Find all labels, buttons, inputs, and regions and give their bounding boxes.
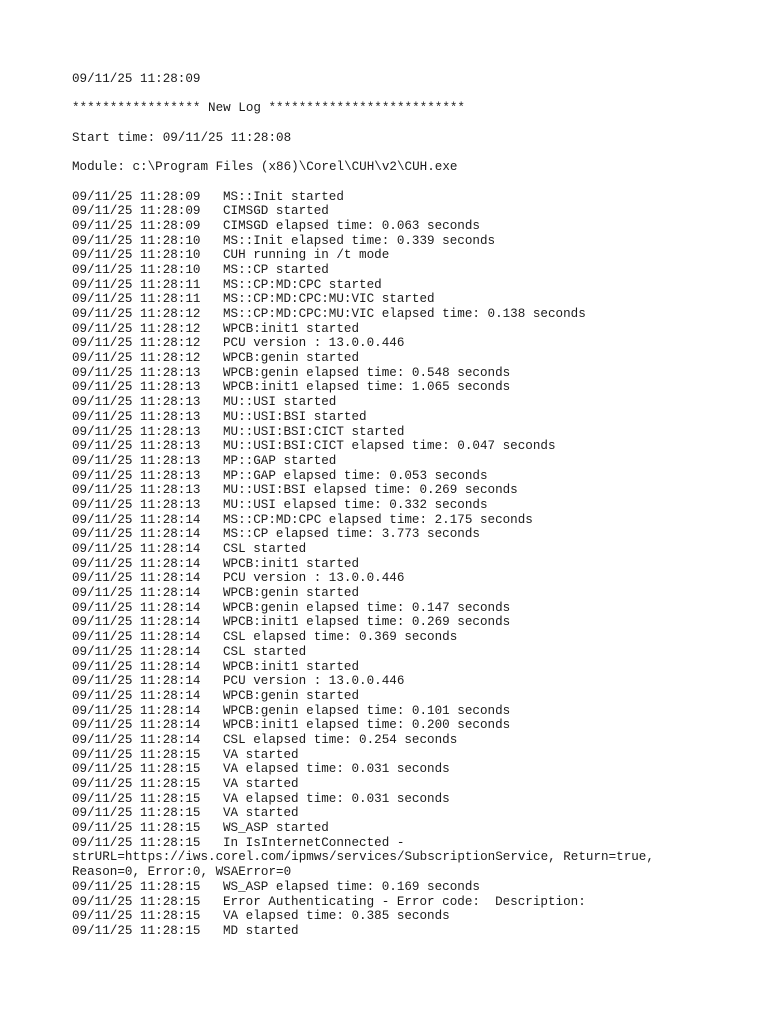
log-message: WPCB:init1 started [223,321,360,336]
log-message: WPCB:genin elapsed time: 0.101 seconds [223,703,511,718]
log-timestamp: 09/11/25 11:28:11 [72,292,201,307]
log-message: In IsInternetConnected - [223,835,405,850]
log-message: CSL started [223,644,307,659]
log-message: MU::USI:BSI:CICT started [223,424,405,439]
log-entry [72,748,712,763]
log-message: WPCB:init1 started [223,556,360,571]
log-entry [72,234,712,249]
log-timestamp: 09/11/25 11:28:14 [72,659,201,674]
log-entry [72,292,712,307]
log-entry [72,380,712,395]
log-timestamp: 09/11/25 11:28:14 [72,512,201,527]
log-entry [72,395,712,410]
log-message: MP::GAP elapsed time: 0.053 seconds [223,468,488,483]
log-entry [72,777,712,792]
log-timestamp: 09/11/25 11:28:14 [72,527,201,542]
log-entry [72,351,712,366]
log-message: MU::USI started [223,395,337,410]
log-timestamp: 09/11/25 11:28:13 [72,395,201,410]
log-timestamp: 09/11/25 11:28:15 [72,835,201,850]
log-message: WPCB:init1 elapsed time: 1.065 seconds [223,380,511,395]
log-timestamp: 09/11/25 11:28:15 [72,894,201,909]
log-message: MD started [223,923,299,938]
log-timestamp: 09/11/25 11:28:13 [72,409,201,424]
log-timestamp: 09/11/25 11:28:14 [72,586,201,601]
log-message: WS_ASP elapsed time: 0.169 seconds [223,879,480,894]
log-entry [72,806,712,821]
log-message: PCU version : 13.0.0.446 [223,336,405,351]
log-timestamp: 09/11/25 11:28:09 [72,189,201,204]
log-timestamp: 09/11/25 11:28:12 [72,321,201,336]
log-timestamp: 09/11/25 11:28:15 [72,821,201,836]
log-timestamp: 09/11/25 11:28:10 [72,233,201,248]
log-timestamp: 09/11/25 11:28:13 [72,424,201,439]
log-entry [72,527,712,542]
log-entry [72,909,712,924]
log-message: CSL elapsed time: 0.369 seconds [223,630,458,645]
log-message: VA elapsed time: 0.031 seconds [223,762,450,777]
log-entry [72,336,712,351]
log-entry [72,366,712,381]
log-entry [72,204,712,219]
log-timestamp: 09/11/25 11:28:15 [72,879,201,894]
log-timestamp: 09/11/25 11:28:09 [72,204,201,219]
log-entry [72,263,712,278]
log-timestamp: 09/11/25 11:28:14 [72,718,201,733]
log-entry [72,733,712,748]
log-message: MS::Init elapsed time: 0.339 seconds [223,233,496,248]
log-message: WPCB:genin started [223,351,360,366]
log-timestamp: 09/11/25 11:28:13 [72,483,201,498]
log-message: MU::USI:BSI elapsed time: 0.269 seconds [223,483,518,498]
log-message: MS::CP started [223,262,329,277]
log-timestamp: 09/11/25 11:28:15 [72,909,201,924]
log-message: CUH running in /t mode [223,248,390,263]
log-module-path: Module: c:\Program Files (x86)\Corel\CUH\v2\CUH.exe [72,160,458,175]
log-message-continuation: Reason=0, Error:0, WSAError=0 [72,865,292,880]
log-timestamp: 09/11/25 11:28:13 [72,380,201,395]
log-entries [72,190,712,939]
log-message: WPCB:genin elapsed time: 0.548 seconds [223,365,511,380]
log-entry [72,278,712,293]
log-message: WPCB:genin started [223,586,360,601]
log-entry [72,439,712,454]
log-entry [72,762,712,777]
log-message: PCU version : 13.0.0.446 [223,571,405,586]
log-message: WPCB:init1 elapsed time: 0.269 seconds [223,615,511,630]
log-timestamp: 09/11/25 11:28:14 [72,688,201,703]
log-timestamp: 09/11/25 11:28:13 [72,468,201,483]
log-entry [72,704,712,719]
log-entry [72,792,712,807]
log-entry [72,689,712,704]
log-entry [72,674,712,689]
log-entry [72,586,712,601]
log-timestamp: 09/11/25 11:28:15 [72,762,201,777]
log-message: WPCB:genin elapsed time: 0.147 seconds [223,600,511,615]
log-timestamp: 09/11/25 11:28:14 [72,644,201,659]
log-entry [72,836,712,880]
log-banner: ***************** New Log ************************** [72,101,465,116]
log-entry [72,469,712,484]
log-entry [72,895,712,910]
log-timestamp: 09/11/25 11:28:11 [72,277,201,292]
log-entry [72,483,712,498]
log-entry [72,630,712,645]
log-entry [72,821,712,836]
log-entry [72,248,712,263]
log-timestamp: 09/11/25 11:28:10 [72,248,201,263]
log-message: WPCB:genin started [223,688,360,703]
log-entry [72,307,712,322]
log-timestamp: 09/11/25 11:28:13 [72,365,201,380]
log-message: VA started [223,747,299,762]
log-message: PCU version : 13.0.0.446 [223,674,405,689]
log-timestamp: 09/11/25 11:28:09 [72,218,201,233]
log-document [72,72,712,939]
log-entry [72,557,712,572]
log-timestamp: 09/11/25 11:28:14 [72,615,201,630]
log-timestamp: 09/11/25 11:28:10 [72,262,201,277]
log-message: VA started [223,806,299,821]
log-entry [72,190,712,205]
log-timestamp: 09/11/25 11:28:14 [72,674,201,689]
log-message: CIMSGD elapsed time: 0.063 seconds [223,218,480,233]
log-timestamp: 09/11/25 11:28:15 [72,923,201,938]
log-entry [72,454,712,469]
log-timestamp: 09/11/25 11:28:15 [72,806,201,821]
log-timestamp: 09/11/25 11:28:14 [72,600,201,615]
log-message: MS::Init started [223,189,344,204]
log-timestamp: 09/11/25 11:28:12 [72,307,201,321]
log-message: MS::CP:MD:CPC:MU:VIC elapsed time: 0.138 seconds [223,307,586,321]
log-message: VA elapsed time: 0.031 seconds [223,791,450,806]
log-entry [72,601,712,616]
log-message-continuation: strURL=https://iws.corel.com/ipmws/services/SubscriptionService, Return=true, [72,850,654,865]
log-timestamp: 09/11/25 11:28:12 [72,336,201,351]
log-timestamp: 09/11/25 11:28:14 [72,732,201,747]
log-timestamp: 09/11/25 11:28:14 [72,630,201,645]
log-message: MU::USI:BSI:CICT elapsed time: 0.047 seconds [223,439,556,454]
log-message: VA started [223,777,299,791]
log-message: MS::CP:MD:CPC:MU:VIC started [223,292,435,307]
log-message: Error Authenticating - Error code: Description: [223,894,586,909]
log-message: MS::CP:MD:CPC elapsed time: 2.175 seconds [223,512,533,527]
log-entry [72,924,712,939]
log-timestamp: 09/11/25 11:28:15 [72,747,201,762]
log-entry [72,410,712,425]
log-message: VA elapsed time: 0.385 seconds [223,909,450,924]
log-message: WPCB:init1 elapsed time: 0.200 seconds [223,718,511,733]
log-message: MS::CP elapsed time: 3.773 seconds [223,527,480,542]
blank-line [72,145,712,160]
log-start-time: Start time: 09/11/25 11:28:08 [72,130,292,145]
log-entry [72,322,712,337]
log-entry [72,660,712,675]
log-message: CSL started [223,542,307,556]
blank-line [72,116,712,131]
log-timestamp: 09/11/25 11:28:13 [72,439,201,454]
log-entry [72,425,712,440]
log-entry [72,880,712,895]
log-date-line: 09/11/25 11:28:09 [72,72,201,86]
log-entry [72,645,712,660]
log-message: CSL elapsed time: 0.254 seconds [223,732,458,747]
blank-line [72,87,712,102]
log-entry [72,542,712,557]
log-message: WS_ASP started [223,821,329,836]
log-timestamp: 09/11/25 11:28:13 [72,453,201,468]
blank-line [72,175,712,190]
log-timestamp: 09/11/25 11:28:12 [72,351,201,366]
log-entry [72,718,712,733]
log-timestamp: 09/11/25 11:28:14 [72,542,201,556]
log-timestamp: 09/11/25 11:28:14 [72,556,201,571]
log-message: MU::USI:BSI started [223,409,367,424]
log-timestamp: 09/11/25 11:28:15 [72,777,201,791]
log-entry [72,219,712,234]
log-message: CIMSGD started [223,204,329,219]
log-timestamp: 09/11/25 11:28:14 [72,571,201,586]
log-timestamp: 09/11/25 11:28:15 [72,791,201,806]
log-entry [72,571,712,586]
log-entry [72,498,712,513]
log-message: MU::USI elapsed time: 0.332 seconds [223,497,488,512]
log-timestamp: 09/11/25 11:28:14 [72,703,201,718]
log-entry [72,513,712,528]
log-entry [72,615,712,630]
log-message: MS::CP:MD:CPC started [223,277,382,292]
log-message: MP::GAP started [223,453,337,468]
log-message: WPCB:init1 started [223,659,360,674]
log-timestamp: 09/11/25 11:28:13 [72,497,201,512]
